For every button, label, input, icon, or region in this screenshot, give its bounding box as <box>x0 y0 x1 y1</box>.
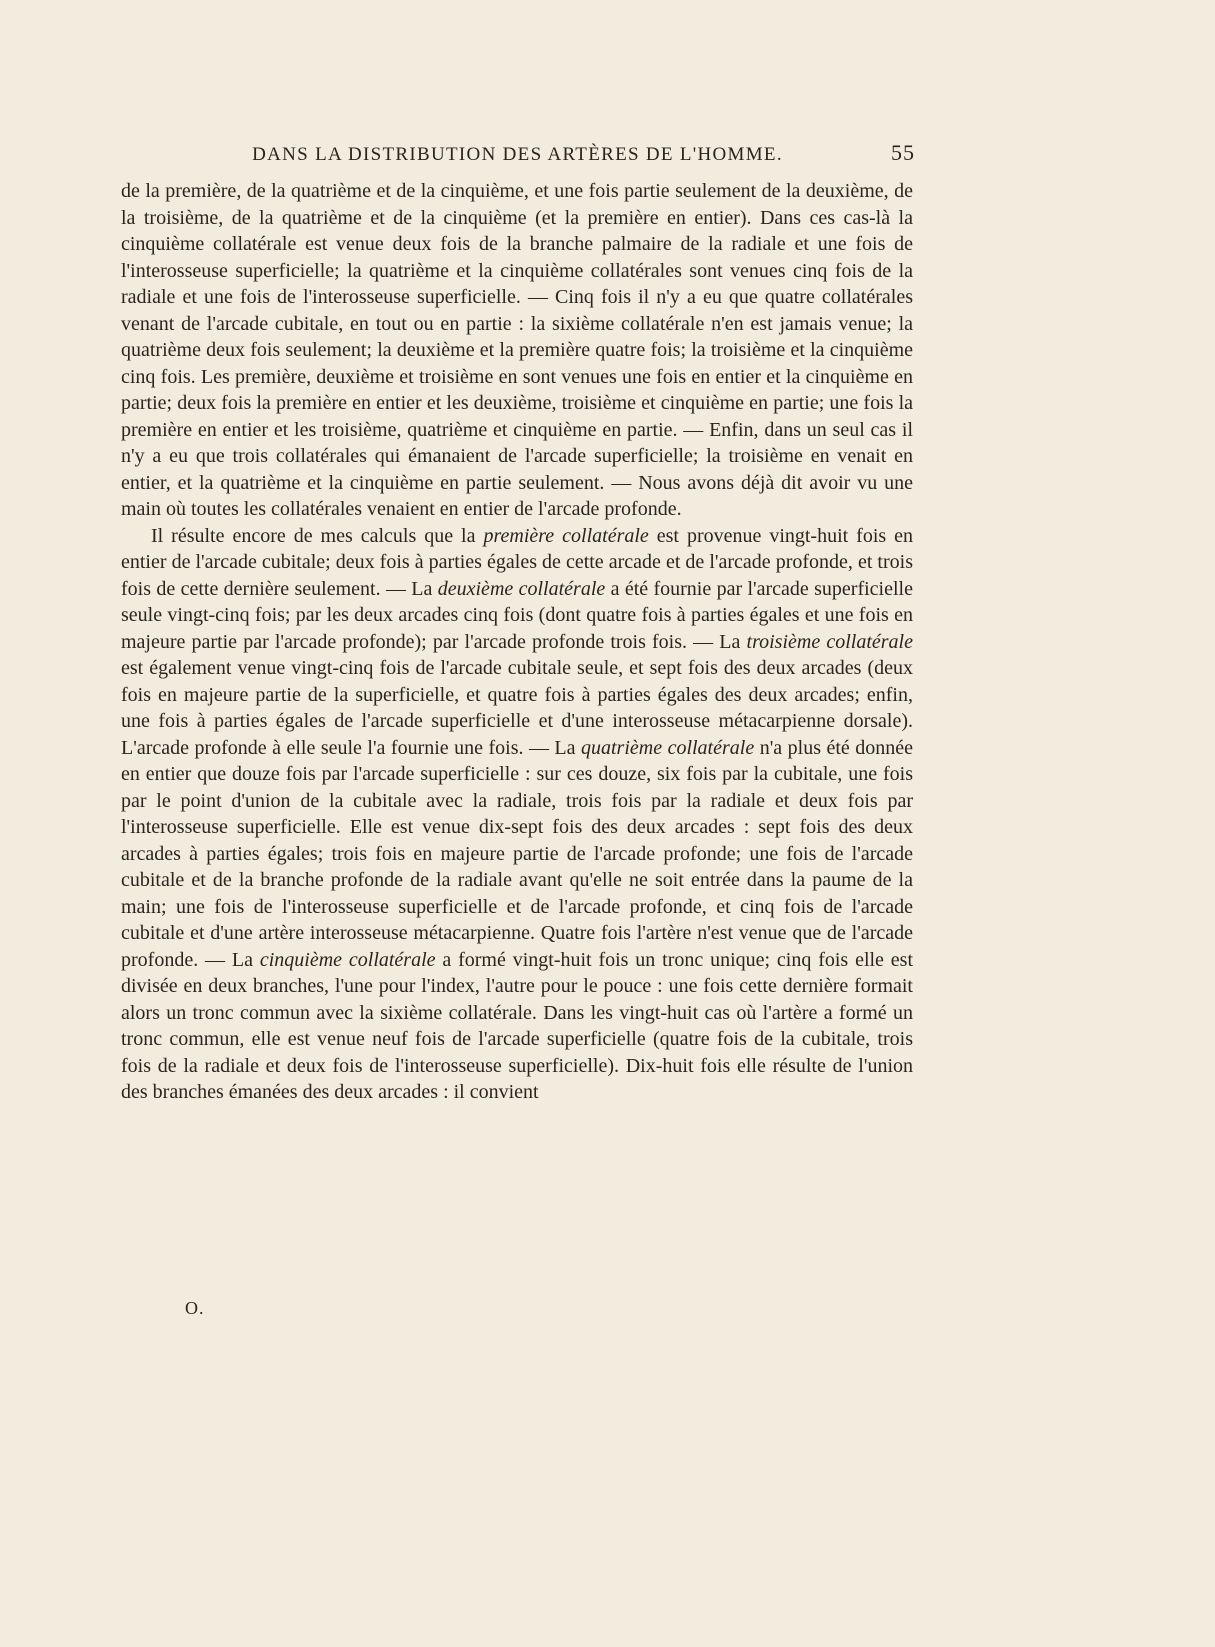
paragraph: de la première, de la quatrième et de la cinquième, et une fois partie seulement de la deuxième, de la troisième, de la quatrième et de la cinquième (et la première en entier). Dans ces cas-là la cinquième collatérale est venue deux fois de la branche palmaire de la radiale et une fois de l'interosseuse superficielle; la quatrième et la cinquième collatérales sont venues cinq fois de la radiale et une fois de l'interosseuse superficielle. — Cinq fois il n'y a eu que quatre collatérales venant de l'arcade cubitale, en tout ou en partie : la sixième collatérale n'en est jamais venue; la quatrième deux fois seulement; la deuxième et la première quatre fois; la troisième et la cinquième cinq fois. Les première, deuxième et troisième en sont venues une fois en entier et la cinquième en partie; deux fois la première en entier et les deuxième, troisième et cinquième en partie; une fois la première en entier et les troisième, quatrième et cinquième en partie. — Enfin, dans un seul cas il n'y a eu que trois collatérales qui émanaient de l'arcade superficielle; la troisième en venait en entier, et la quatrième et la cinquième en partie seulement. — Nous avons déjà dit avoir vu une main où toutes les collatérales venaient en entier de l'arcade profonde. <box>121 180 913 520</box>
text-run: Il résulte encore de mes calculs que la <box>151 524 484 547</box>
text-run: a formé vingt-huit fois un tronc unique; cinq fois elle est divisée en deux branches, l'une pour l'index, l'autre pour le pouce : une fois cette dernière formait alors un tronc commun avec la sixième collatérale. Dans les vingt-huit cas où l'artère a formé un tronc commun, elle est venue neuf fois de l'arcade superficielle (quatre fois de la cubitale, trois fois de la radiale et deux fois de l'interosseuse superficielle). Dix-huit fois elle résulte de l'union des branches émanées des deux arcades : il convient <box>121 948 914 1103</box>
italic-term: deuxième collatérale <box>437 577 606 600</box>
italic-term: cinquième collatérale <box>259 948 436 971</box>
text-run: est provenue vingt-huit fois en entier de l'arcade cubitale; deux fois à parties égales de cette arcade et de l'arcade profonde, et trois fois de cette dernière seulement. — La <box>121 524 914 600</box>
text-run: est également venue vingt-cinq fois de l'arcade cubitale seule, et sept fois des deux arcades (deux fois en majeure partie de la superficielle, et quatre fois à parties égales des deux arcades; enfin, une fois à parties égales de l'arcade superficielle et d'une interosseuse métacarpienne dorsale). L'arcade profonde à elle seule l'a fournie une fois. — La <box>121 657 913 759</box>
italic-term: troisième collatérale <box>746 630 913 653</box>
running-head <box>120 140 915 176</box>
signature-mark: O. <box>185 1298 205 1318</box>
italic-term: quatrième collatérale <box>581 736 755 759</box>
text-run: n'a plus été donnée en entier que douze fois par l'arcade superficielle : sur ces douze, six fois par la cubitale, une fois par le point d'union de la cubitale avec la radiale, trois fois par la radiale et deux fois par l'interosseuse superficielle. Elle est venue dix-sept fois des deux arcades : sept fois des deux arcades à parties égales; trois fois en majeure partie de l'arcade profonde; une fois de l'arcade cubitale et de la branche profonde de la radiale avant qu'elle ne soit entrée dans la paume de la main; une fois de l'interosseuse superficielle et de l'arcade profonde, et cinq fois de l'arcade cubitale et d'une artère interosseuse métacarpienne. Quatre fois l'artère n'est venue que de l'arcade profonde. — La <box>121 736 913 971</box>
italic-term: première collatérale <box>483 524 649 547</box>
page-number: 55 <box>891 140 915 165</box>
paragraph <box>121 523 913 1106</box>
body-text <box>121 178 913 1106</box>
running-title: DANS LA DISTRIBUTION DES ARTÈRES DE L'HOMME. <box>252 144 783 165</box>
text-run: a été fournie par l'arcade superficielle seule vingt-cinq fois; par les deux arcades cinq fois (dont quatre fois à parties égales et une fois en majeure partie par l'arcade profonde); par l'arcade profonde trois fois. — La <box>121 577 913 653</box>
